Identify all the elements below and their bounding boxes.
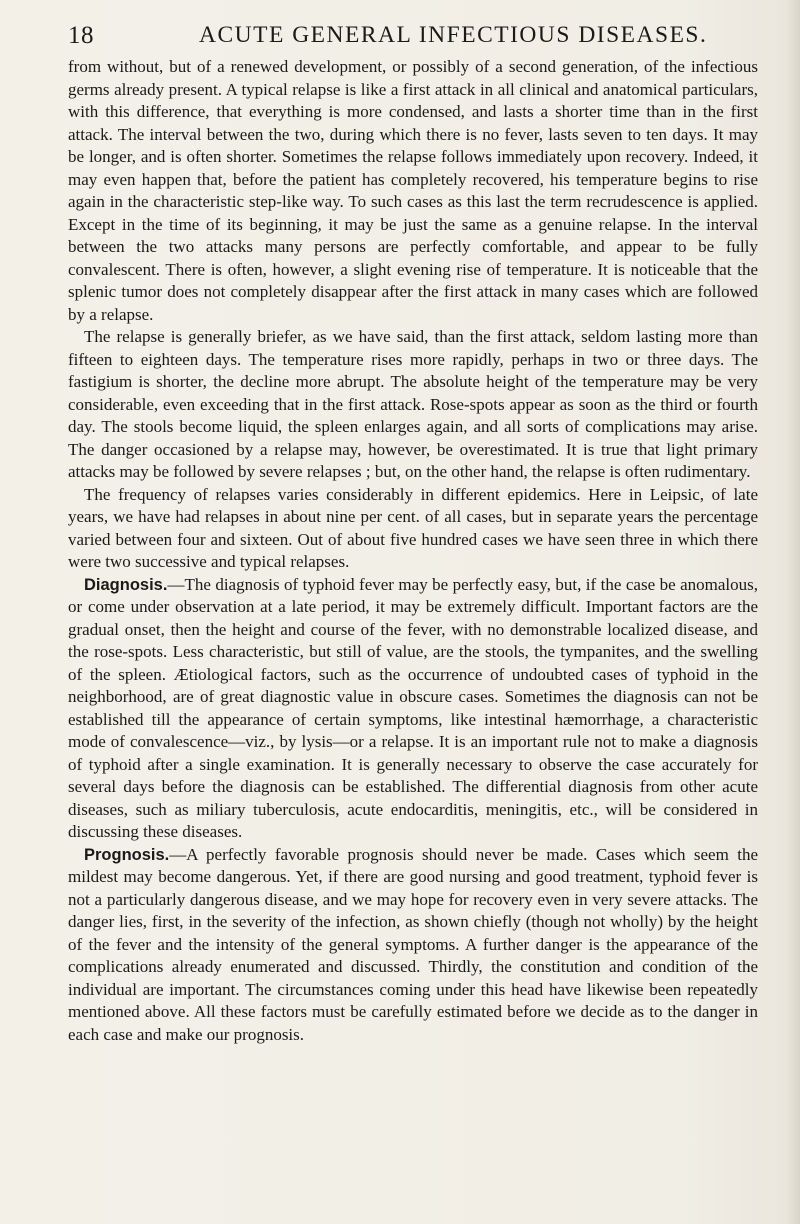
page-number: 18 [68, 22, 94, 49]
paragraph-text: —A perfectly favorable prognosis should never be made. Cases which seem the mildest may become dangerous. Yet, if there are good nursing and good treatment, typhoid fever is not a particularly dangerous disease, and we may hope for recovery even in very severe attacks. The danger lies, first, in the severity of the infection, as shown chiefly (though not wholly) by the height of the fever and the intensity of the general symptoms. A further danger is the appearance of the complications already enumerated and discussed. Thirdly, the constitution and condition of the individual are important. The circumstances coming under this head have likewise been repeatedly mentioned above. All these factors must be carefully estimated before we decide as to the danger in each case and make our prognosis. [68, 844, 758, 1044]
paragraph-text: from without, but of a renewed development, or possibly of a second generation, of the infectious germs already present. A typical relapse is like a first attack in all clinical and anatomical particulars, with this difference, that everything is more condensed, and lasts a shorter time than in the first attack. The interval between the two, during which there is no fever, lasts seven to ten days. It may be longer, and is often shorter. Sometimes the relapse follows immediately upon recovery. Indeed, it may even happen that, before the patient has completely recovered, his temperature begins to rise again in the characteristic step-like way. To such cases as this last the term recrudescence is applied. Except in the time of its beginning, it may be just the same as a genuine relapse. In the interval between the two attacks many persons are perfectly comfortable, and appear to be fully convalescent. There is often, however, a slight evening rise of temperature. It is noticeable that the splenic tumor does not completely disappear after the first attack in many cases which are followed by a relapse. [68, 57, 758, 324]
paragraph-text: The frequency of relapses varies considerably in different epidemics. Here in Leipsic, of late years, we have had relapses in about nine per cent. of all cases, but in separate years the percentage varied between four and sixteen. Out of about five hundred cases we have seen three in which there were two successive and typical relapses. [68, 484, 758, 571]
section-heading-prognosis: Prognosis. [84, 845, 170, 864]
paragraph-relapse-intro [68, 56, 758, 326]
paragraph-text: —The diagnosis of typhoid fever may be perfectly easy, but, if the case be anomalous, or come under observation at a late period, it may be extremely difficult. Important factors are the gradual onset, then the height and course of the fever, with no demonstrable localized disease, and the rose-spots. Less characteristic, but still of value, are the stools, the tympanites, and the swelling of the spleen. Ætiological factors, such as the occurrence of undoubted cases of typhoid in the neighborhood, are of great diagnostic value in obscure cases. Sometimes the diagnosis can not be established till the appearance of certain symptoms, like intestinal hæmorrhage, a characteristic mode of convalescence—viz., by lysis—or a relapse. It is an important rule not to make a diagnosis of typhoid after a single examination. It is generally necessary to observe the case accurately for several days before the diagnosis can be established. The differential diagnosis from other acute diseases, such as miliary tuberculosis, acute endocarditis, meningitis, etc., will be considered in discussing these diseases. [68, 574, 758, 841]
running-head: ACUTE GENERAL INFECTIOUS DISEASES. [199, 22, 708, 48]
page-header [68, 22, 758, 52]
page-edge-shadow [786, 0, 800, 1224]
paragraph-text: The relapse is generally briefer, as we have said, than the first attack, seldom lasting more than fifteen to eighteen days. The temperature rises more rapidly, perhaps in two or three days. The fastigium is shorter, the decline more abrupt. The absolute height of the temperature may be very considerable, even exceeding that in the first attack. Rose-spots appear as soon as the third or fourth day. The stools become liquid, the spleen enlarges again, and all sorts of complications may arise. The danger occasioned by a relapse may, however, be overestimated. It is true that light primary attacks may be followed by severe relapses ; but, on the other hand, the relapse is often rudimentary. [68, 327, 758, 481]
body-text [68, 56, 758, 1046]
section-heading-diagnosis: Diagnosis. [84, 575, 168, 594]
paragraph-relapse-course [68, 326, 758, 484]
paragraph-relapse-frequency [68, 484, 758, 574]
paragraph-prognosis [68, 844, 758, 1047]
paragraph-diagnosis [68, 574, 758, 844]
